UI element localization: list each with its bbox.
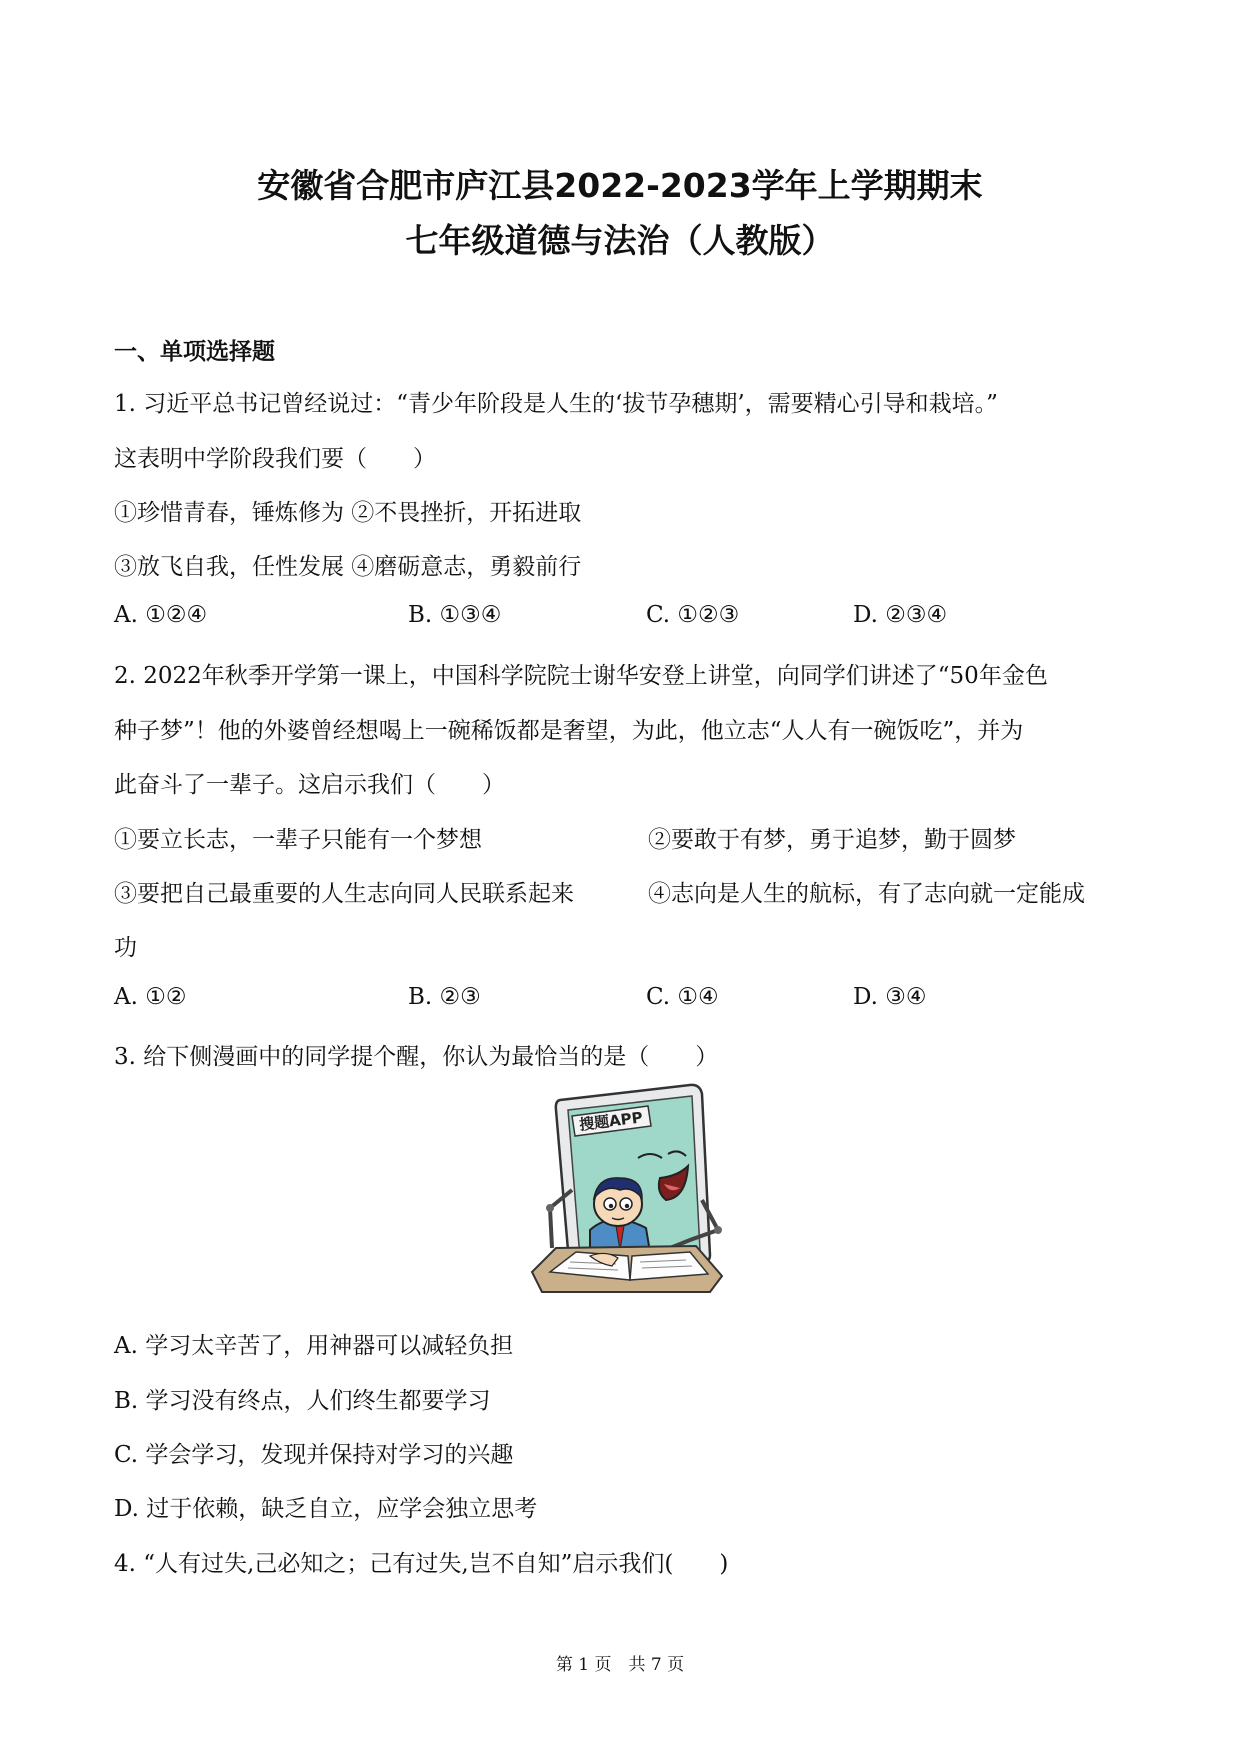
q2-item-2: ②要敢于有梦，勇于追梦，勤于圆梦 <box>648 827 1016 853</box>
q3-option-a: A. 学习太辛苦了，用神器可以减轻负担 <box>114 1333 514 1359</box>
q2-stem-line1: 2. 2022年秋季开学第一课上，中国科学院院士谢华安登上讲堂，向同学们讲述了“50年金色 <box>114 663 1048 689</box>
q2-item-1: ①要立长志，一辈子只能有一个梦想 <box>114 827 482 853</box>
tablet-label: 搜题APP <box>578 1108 644 1134</box>
q2-option-d: D. ③④ <box>853 984 927 1010</box>
q2-stem-line2: 种子梦”！他的外婆曾经想喝上一碗稀饭都是奢望，为此，他立志“人人有一碗饭吃”，并为 <box>114 718 1024 744</box>
q2-option-b: B. ②③ <box>408 984 481 1010</box>
q2-item-4-continued: 功 <box>114 935 137 961</box>
q2-item-3: ③要把自己最重要的人生志向同人民联系起来 <box>114 881 574 907</box>
q1-option-c: C. ①②③ <box>646 602 740 628</box>
book-icon <box>532 1246 722 1292</box>
q1-stem-line2: 这表明中学阶段我们要（ ） <box>114 446 436 472</box>
q2-item-4: ④志向是人生的航标，有了志向就一定能成 <box>648 881 1085 907</box>
section-heading: 一、单项选择题 <box>114 339 275 365</box>
q3-stem: 3. 给下侧漫画中的同学提个醒，你认为最恰当的是（ ） <box>114 1044 719 1070</box>
document-title-line1: 安徽省合肥市庐江县2022-2023学年上学期期末 <box>257 166 983 205</box>
q1-item-line2: ③放飞自我，任性发展 ④磨砺意志，勇毅前行 <box>114 554 582 580</box>
q2-option-a: A. ①② <box>114 984 187 1010</box>
q3-option-d: D. 过于依赖，缺乏自立，应学会独立思考 <box>114 1496 538 1522</box>
q1-item-line1: ①珍惜青春，锤炼修为 ②不畏挫折，开拓进取 <box>114 500 582 526</box>
page-footer: 第 1 页 共 7 页 <box>555 1655 685 1675</box>
q1-option-a: A. ①②④ <box>114 602 208 628</box>
q3-option-c: C. 学会学习，发现并保持对学习的兴趣 <box>114 1442 514 1468</box>
document-title-line2: 七年级道德与法治（人教版） <box>405 221 835 260</box>
q2-option-c: C. ①④ <box>646 984 719 1010</box>
q4-stem: 4. “人有过失,己必知之；己有过失,岂不自知”启示我们( ) <box>114 1551 729 1577</box>
q1-option-d: D. ②③④ <box>853 602 948 628</box>
q1-option-b: B. ①③④ <box>408 602 502 628</box>
q3-option-b: B. 学习没有终点，人们终生都要学习 <box>114 1388 491 1414</box>
q1-stem-line1: 1. 习近平总书记曾经说过：“青少年阶段是人生的‘拔节孕穗期’，需要精心引导和栽培。” <box>114 391 998 417</box>
cartoon-illustration <box>520 1080 734 1300</box>
q2-stem-line3: 此奋斗了一辈子。这启示我们（ ） <box>114 772 505 798</box>
